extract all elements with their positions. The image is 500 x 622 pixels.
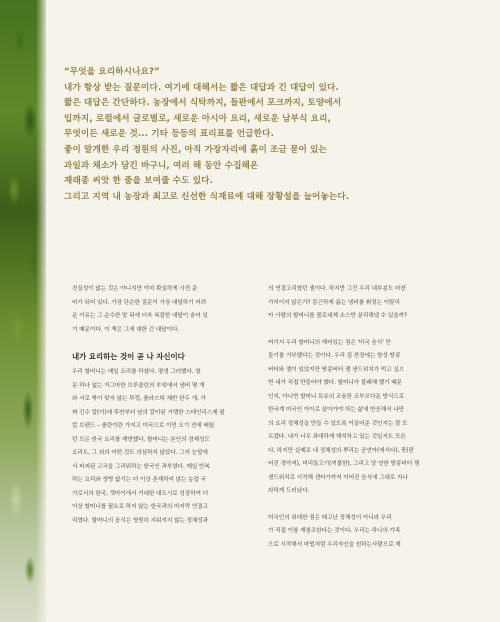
quote-line: 재래종 씨앗 한 줌을 보여줄 수도 있다. <box>64 176 214 187</box>
text-line: 짜 긴수 칼(이)에 후반부터 남의 칼이된 거랭한 스테인리스제 팔 <box>72 409 225 416</box>
right-column <box>268 283 452 552</box>
left-paragraph-2 <box>72 366 255 528</box>
text-line: 라하게 드러났다. <box>268 488 310 494</box>
body-columns <box>72 283 457 603</box>
text-line: 하는 요리와 생명 없기는 더 이상 존재하지 않는 농업 국 <box>72 477 207 483</box>
quote-line: 그리고 지역 내 농장과 최고로 신선한 식재료에 대해 장황설을 늘어놓는다. <box>64 191 350 202</box>
intro-quote-block <box>64 65 374 205</box>
right-paragraph-2 <box>268 337 452 499</box>
quote-line: 무엇이든 새로운 것... 기타 등등의 표리표를 언급한다. <box>64 129 274 140</box>
text-line: 샌드위치로 시작해 센터가까지 이어진 음식에 그대로 지나 <box>268 474 408 481</box>
text-line: 가로서의 한국, 갯마이에서 거대한 대도시로 성장하여 더 <box>72 490 209 497</box>
text-line: 인지, 아니면 할머니 특유의 조용한 조부모다운 방식으로 <box>268 393 405 400</box>
text-line: 면 내가 직접 만들어야 했다. 할머니가 불쾌해 했기 때문 <box>268 380 403 386</box>
quote-line: 입까지, 로컬에서 글로벌로, 새로운 아시아 요리, 새로운 남부식 요리, <box>64 113 331 124</box>
text-line: 운 이유는 그 순수한 말 뒤에 더욱 복잡한 대답이 숨어 있 <box>72 313 208 319</box>
text-line: 요리도, 그 외의 어떤 것도 의심하지 않았다. 그저 눈앞에 <box>72 450 208 456</box>
text-line: 이상 할머니를 필요로 하지 않는 한국과의 마지막 연결고 <box>72 504 209 510</box>
text-line: 기 때문이다. 이 책은 그에 대한 긴 대답이다. <box>72 326 180 333</box>
text-line: 르겠다. 내가 너무 과대하게 해석하고 있는 것일지도 모른 <box>268 434 406 440</box>
quote-line: 내가 항상 받는 질문이다. 여기에 대해서는 짧은 대답과 긴 대답이 있다. <box>64 82 339 93</box>
text-line: 다. 하지만 실제로 내 정체성의 뿌리는 공연아(에서다), 풋(편 <box>268 447 414 454</box>
text-line: 여기서 우리 할머니의 재미있는 점은 '미국 음식' 만 <box>268 339 391 346</box>
text-line: 칼 브랜드 – 솔란이란 가지고 미국으로 이민 오기 전에 배웠 <box>72 423 215 429</box>
section-heading: 내가 요리하는 것이 곧 나 자신이다 <box>72 352 185 361</box>
text-line: 문 하나 없는 자그마한 브루클린의 부엌에서 냄비 몇 개 <box>72 382 205 389</box>
quote-line: “무엇을 요리하시나요?” <box>64 67 160 77</box>
text-line: 의 연결고리였던 셈이다. 하지만 그건 우리 대부분도 마찬 <box>268 286 406 292</box>
text-line: 리였다. 할머니의 음식은 영원히 지워지지 않는 정체성과 <box>72 517 209 524</box>
text-line: 와 서로 짝이 맞지 않는 뚜껑, 플라스틱 체반 한두 개, 가 <box>72 396 206 402</box>
text-line: 던 모든 한국 요리를 재현했다. 할머니는 본인의 경제성도 <box>72 436 210 443</box>
grass-photo-strip <box>0 0 46 622</box>
left-column <box>72 283 255 528</box>
text-line: 들기를 거부했다는 것이다. 우리 집 찬장에는 항상 땅콩 <box>268 353 401 359</box>
left-paragraph-1 <box>72 283 255 337</box>
text-line: 어진 경아져), 머리들고기(꺼풀한), 그리고 당 연한 땅콩버터 잼 <box>268 461 420 467</box>
text-line: 가 직접 이를 재창조한다는 것이다. 우리는 하나의 가족 <box>268 528 401 534</box>
right-paragraph-3 <box>268 512 452 553</box>
text-line: 진실성이 없는 것은 아니지만 이미 확실하게 사전 준 <box>72 286 198 292</box>
quote-line: 짧은 대답은 간단하다. 농장에서 식탁까지, 들판에서 포크까지, 토양에서 <box>64 98 342 109</box>
text-line: 아 사람의 할머니를 볼로네제 소스만 분리해낼 수 있을까? <box>268 313 407 319</box>
text-line: 가지이지 않은가? 몽근하게 끓는 냄비를 휘젓는 이탈리 <box>268 299 400 306</box>
text-line: 으로 시작해서 마법처럼 우리자신을 원하는사람으로 재 <box>268 541 401 548</box>
text-line: 미국인의 위대한 점은 태고난 정체성이 아니라 우리 <box>268 514 392 521</box>
text-line: 우리 할머니는 매일 요리를 하셨다. 평생 그러했다. 창 <box>72 369 201 375</box>
text-line: 비가 되어 있다. 가장 단순한 질문이 가장 대답하기 어려 <box>72 299 207 306</box>
text-line: 한국계 미국인 아이로 살아가야 하는 삶에 반응해서 나만 <box>268 407 405 413</box>
quote-line: 좋이 말개한 우리 정원의 사진, 아직 가장자리에 흙이 조금 묻어 있는 <box>64 144 328 155</box>
text-line: 버터와 젤이 있었지만 땅콩버터 잼 샌드위치가 먹고 싶으 <box>268 366 405 373</box>
text-line: 의 요리 정체성을 만들 수 있도록 이끌어준 것인지는 잘 모 <box>268 420 408 427</box>
quote-line: 과일과 채소가 담긴 바구니, 여러 해 동안 수집해온 <box>64 160 259 171</box>
text-line: 서 파괴된 고국을 그리워하는 한국인 과부였다. 매일 반복 <box>72 463 210 470</box>
right-paragraph-1 <box>268 283 452 324</box>
